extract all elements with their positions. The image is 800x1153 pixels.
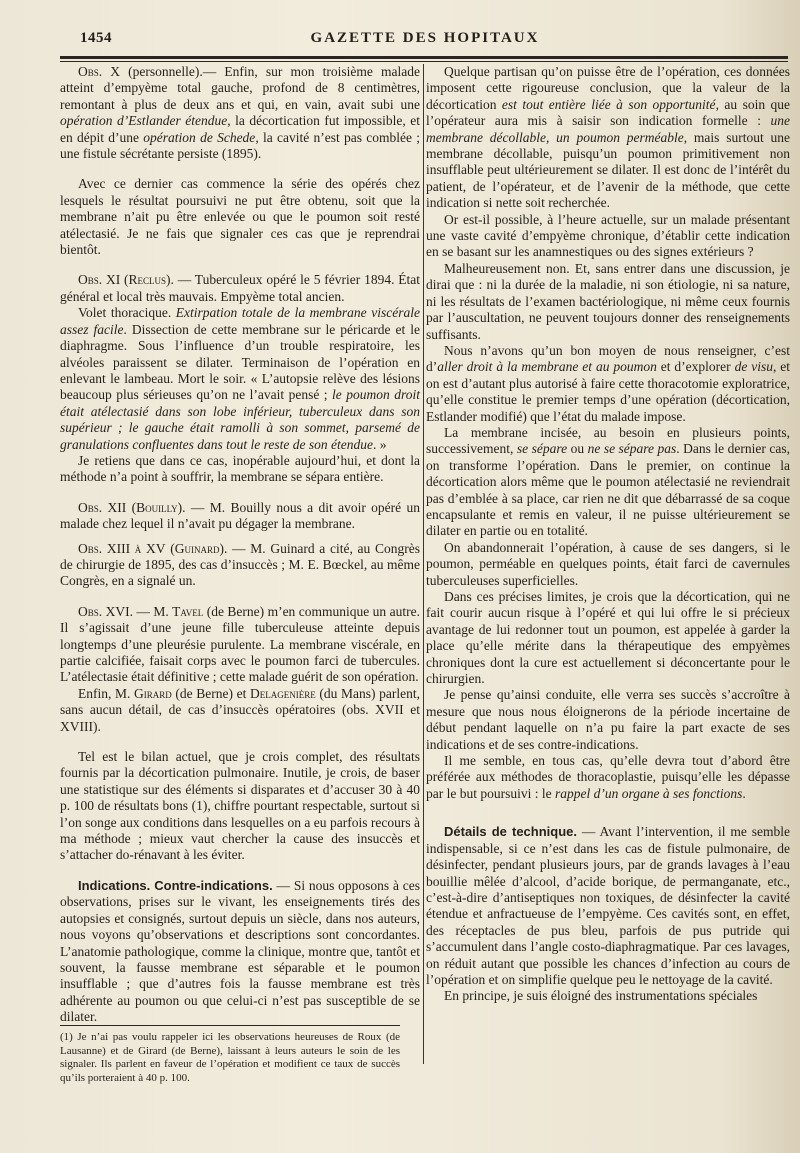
left-column — [60, 64, 420, 1026]
footnote-rule — [60, 1025, 400, 1026]
footnote-text: (1) Je n’ai pas voulu rappeler ici les observations heureuses de Roux (de Lausanne) et de Girard (de Berne), laissant à leurs auteurs le soin de les signaler. Ils parlent en faveur de l’opération et modifient ce taux de succès qu’ils porteraient à 40 p. 100. — [60, 1031, 400, 1084]
paragraph-bilan: Tel est le bilan actuel, que je crois complet, des résultats fournis par la décortication pulmonaire. Inutile, je crois, de baser une statistique sur des éléments si disparates et d’accuser 30 à 40 p. 100 de résultats bons (1), chiffre pourtant respectable, surtout si l’on songe aux conditions dans lesquelles on a eu parfois recours à ma méthode ; mieux vaut chercher la cause des insuccès et s’attacher do-rénavant à les éviter. — [60, 749, 420, 863]
paragraph-malheureusement: Malheureusement non. Et, sans entrer dans une discussion, je dirai que : ni la durée de la maladie, ni son étiologie, ni sa nature, ni les résultats de l’examen bactériologique, ni même ceux fournis par l’auscultation, ne peuvent toujours donner des renseignements suffisants. — [426, 260, 790, 342]
paragraph-indications: Indications. Contre-indications. — Si nous opposons à ces observations, prises sur le vivant, les enseignements tirés des autopsies et consignés, surtout depuis un siècle, dans nos auteurs, nous voyons qu’observations et descriptions sont concordantes. L’anatomie pathologique, comme la clinique, montre que, tantôt et souvent, la fausse membrane est séparable et le poumon insufflable ; que d’autres fois la fausse membrane est très adhérente au poumon ou que celui-ci n’est pas susceptible de se dilater. — [60, 877, 420, 1025]
paragraph-thoracoplastie: Il me semble, en tous cas, qu’elle devra tout d’abord être préférée aux méthodes de thoracoplastie, puisqu’elle les dépasse par le but poursuivi : le rappel d’un organe à ses fonctions. — [426, 753, 790, 801]
paragraph-technique: Détails de technique. — Avant l’intervention, il me semble indispensable, si ce n’est dans les cas de fistule pulmonaire, de désinfecter, pendant plusieurs jours, par de grands lavages à l’eau bouillie mêlée d’alcool, d’acide borique, de permanganate, etc., c’est-à-dire d’antiseptiques non toxiques, de désinfecter la cavité étendue et anfractueuse de l’empyème. Ces cavités sont, en effet, des réceptacles de pus bleu, parfois de pus putride qui s’accumulent dans l’angle costo-diaphragmatique. Par ces lavages, on réduit autant que possible les chances d’infection au cours de l’opération et on simplifie quelque peu le nettoyage de la cavité. — [426, 824, 790, 987]
paragraph-succes: Je pense qu’ainsi conduite, elle verra ses succès s’accroître à mesure que nous nous éloignerons de la période incertaine de début pendant laquelle on n’a pu faire la part exacte de ses indications et de ses contre-indications. — [426, 687, 790, 752]
section-heading-technique: Détails de technique. — [444, 824, 577, 840]
paragraph-membrane-incisee: La membrane incisée, au besoin en plusieurs points, successivement, se sépare ou ne se sépare pas. Dans le dernier cas, on transforme l’opération. Dans le premier, on continue la décortication alors même que le poumon atélectasié ne reviendrait pas d’emblée à sa place, car rien ne dit que débarrassé de sa coque encapsulante et remis en valeur, il ne puisse ultérieurement se dilater en partie ou en totalité. — [426, 424, 790, 539]
paragraph-obs-xiii-xv: Obs. XIII à XV (Guinard). — M. Guinard a cité, au Congrès de chirurgie de 1895, des cas d’insuccès ; M. E. Bœckel, au même Congrès, en a signalé un. — [60, 540, 421, 589]
paragraph-retiens: Je retiens que dans ce cas, inopérable aujourd’hui, et dont la méthode n’a point à souffrir, la membrane se sépara entière. — [60, 452, 420, 485]
paragraph-principe: En principe, je suis éloigné des instrumentations spéciales — [444, 988, 758, 1004]
right-column — [426, 64, 790, 1005]
paragraph-moyen: Nous n’avons qu’un bon moyen de nous renseigner, c’est d’aller droit à la membrane et au poumon et d’explorer de visu, et on est d’autant plus autorisé à faire cette thoracotomie exploratrice, qu’elle constitue le premier temps d’une opération (décortication, Estlander modifié) que l’état du malade impose. — [426, 342, 790, 424]
paragraph-limites: Dans ces précises limites, je crois que la décortication, qui ne fait courir aucun risque à l’opéré et qui lui offre le si précieux avantage de lui redonner tout un poumon, est appelée à garder la place qu’elle mérite dans la thérapeutique des empyèmes chroniques dont la cure est actuellement si déconcertante pour le chirurgien. — [426, 589, 790, 687]
paragraph-obs-xi: Obs. XI (Reclus). — Tuberculeux opéré le 5 février 1894. État général et local très mauvais. Empyème total ancien. — [60, 272, 421, 304]
paragraph-girard-delageniere: Enfin, M. Girard (de Berne) et Delagenière (du Mans) parlent, sans aucun détail, de cas d’insuccès opératoires (obs. XVII et XVIII). — [60, 685, 420, 734]
paragraph-obs-x: Obs. X (personnelle).— Enfin, sur mon troisième malade atteint d’empyème total gauche, profond de 8 centimètres, remontant à plus de deux ans et qui, en vain, avait subi une opération d’Estlander étendue, la décortication fut impossible, et en dépit d’une opération de Schede, la cavité n’est pas comblée ; une fistule sécrétante persiste (1895). — [60, 64, 421, 162]
page-number: 1454 — [80, 30, 112, 46]
header-rule-thick — [60, 56, 788, 59]
paragraph-conclusion: Quelque partisan qu’on puisse être de l’opération, ces données imposent cette rigoureuse conclusion, que la valeur de la décortication est tout entière liée à son opportunité, au soin que l’opérateur aura mis à saisir son indication formelle : une membrane décollable, un poumon perméable, mais surtout une membrane décollable, puisqu’un poumon primitivement non insufflable peut ultérieurement se dilater. Il est donc de l’intérêt du patient, de l’opérateur, et de l’avenir de la méthode, que cette indication si nette soit recherchée. — [426, 64, 791, 211]
page-header — [60, 28, 790, 50]
footnote — [60, 1031, 400, 1085]
journal-title: GAZETTE DES HOPITAUX — [310, 30, 540, 46]
paragraph-abandon: On abandonnerait l’opération, à cause de ses dangers, si le poumon, perméable en quelques points, était farci de cavernules tuberculeuses superficielles. — [426, 539, 790, 588]
paragraph-obs-xvi: Obs. XVI. — M. Tavel (de Berne) m’en communique un autre. Il s’agissait d’une jeune fille tuberculeuse atteinte depuis longtemps d’une pleurésie purulente. La membrane viscérale, en partie calcifiée, faisait corps avec le poumon farci de tubercules. L’atélectasie était définitive ; cette malade guérit de son opération. — [60, 603, 420, 685]
paragraph-series-intro: Avec ce dernier cas commence la série des opérés chez lesquels le résultat poursuivi ne put être obtenu, soit que la membrane n’ait pu être enlevée ou que le poumon soit resté atélectasié. Je ne fais que signaler ces cas que je reprendrai bientôt. — [60, 176, 420, 258]
paragraph-volet-thoracique: Volet thoracique. Extirpation totale de la membrane viscérale assez facile. Dissection de cette membrane sur le péricarde et le diaphragme. Sous l’influence d’un trouble respiratoire, les alvéoles paraissent se dilater. Terminaison de l’opération en enlevant le lambeau. Mort le soir. « L’autopsie relève des lésions beaucoup plus sérieuses qu’on ne l’avait pensé ; le poumon droit était atélectasié dans son lobe inférieur, tuberculeux dans son supérieur ; le gauche était ramolli à son sommet, parsemé de granulations confluentes dans tout le reste de son étendue. » — [60, 305, 421, 452]
header-rule-thin — [60, 61, 788, 62]
section-heading-indications: Indications. Contre-indications. — [78, 877, 273, 893]
paragraph-question: Or est-il possible, à l’heure actuelle, sur un malade présentant une vaste cavité d’empyème chronique, d’établir cette indication en se basant sur les anamnestiques ou des signes extérieurs ? — [426, 211, 790, 260]
column-divider — [423, 64, 424, 1064]
paragraph-obs-xii: Obs. XII (Bouilly). — M. Bouilly nous a dit avoir opéré un malade chez lequel il n’avait pu dégager la membrane. — [60, 499, 421, 532]
